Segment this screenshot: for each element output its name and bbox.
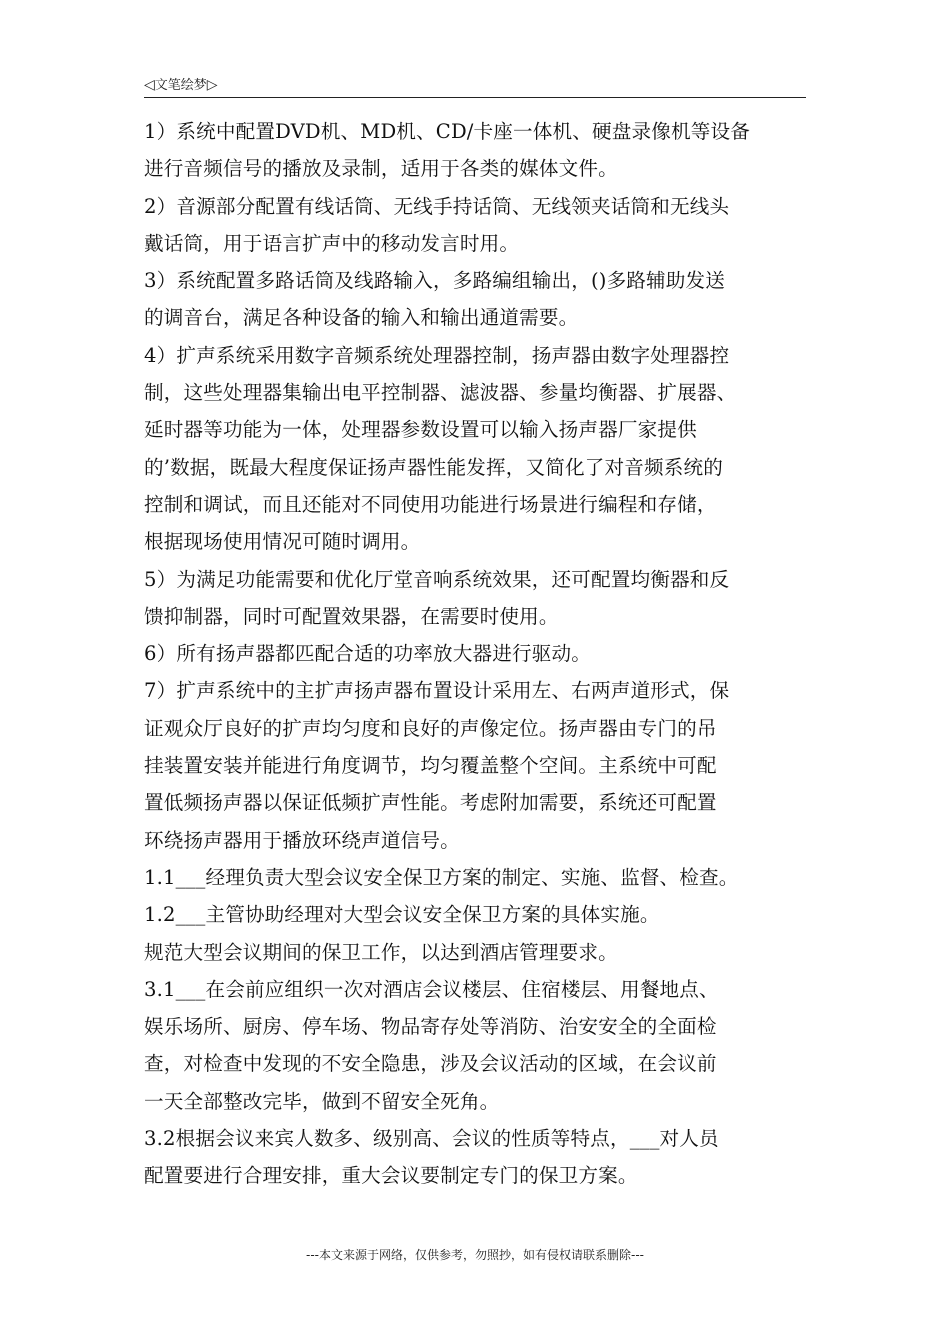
body-text-line: 挂装置安装并能进行角度调节，均匀覆盖整个空间。主系统中可配 (144, 754, 717, 778)
body-text-line: 7）扩声系统中的主扩声扬声器布置设计采用左、右两声道形式，保 (144, 679, 730, 703)
body-text-line: 的调音台，满足各种设备的输入和输出通道需要。 (144, 306, 579, 330)
body-text-line: 3.1___在会前应组织一次对酒店会议楼层、住宿楼层、用餐地点、 (144, 977, 719, 1001)
body-text-line: 根据现场使用情况可随时调用。 (144, 530, 421, 554)
body-text-line: 2）音源部分配置有线话筒、无线手持话筒、无线领夹话筒和无线头 (144, 194, 730, 218)
document-body (144, 113, 806, 1195)
body-text-line: 控制和调试，而且还能对不同使用功能进行场景进行编程和存储， (144, 492, 717, 516)
body-text-line: 1.1___经理负责大型会议安全保卫方案的制定、实施、监督、检查。 (144, 865, 739, 889)
body-text-line: 制，这些处理器集输出电平控制器、滤波器、参量均衡器、扩展器、 (144, 381, 737, 405)
body-text-line: 置低频扬声器以保证低频扩声性能。考虑附加需要，系统还可配置 (144, 791, 717, 815)
body-text-line: 配置要进行合理安排，重大会议要制定专门的保卫方案。 (144, 1164, 638, 1188)
body-text-line: 一天全部整改完毕，做到不留安全死角。 (144, 1089, 500, 1113)
body-text-line: 5）为满足功能需要和优化厅堂音响系统效果，还可配置均衡器和反 (144, 567, 730, 591)
body-text-line: 戴话筒，用于语言扩声中的移动发言时用。 (144, 231, 520, 255)
body-text-line: 1.2___主管协助经理对大型会议安全保卫方案的具体实施。 (144, 903, 660, 927)
body-text-line: 进行音频信号的播放及录制，适用于各类的媒体文件。 (144, 157, 618, 181)
body-text-line: 6）所有扬声器都匹配合适的功率放大器进行驱动。 (144, 642, 591, 666)
footer-disclaimer: ---本文来源于网络，仅供参考，勿照抄，如有侵权请联系删除--- (306, 1248, 644, 1262)
body-text-line: 环绕扬声器用于播放环绕声道信号。 (144, 828, 460, 852)
body-text-line: 馈抑制器，同时可配置效果器，在需要时使用。 (144, 604, 559, 628)
body-text-line: 证观众厅良好的扩声均匀度和良好的声像定位。扬声器由专门的吊 (144, 716, 717, 740)
page-header (144, 74, 218, 96)
body-text-line: 娱乐场所、厨房、停车场、物品寄存处等消防、治安安全的全面检 (144, 1015, 717, 1039)
body-text-line: 查，对检查中发现的不安全隐患，涉及会议活动的区域，在会议前 (144, 1052, 717, 1076)
header-title: 文笔绘梦 (154, 78, 207, 93)
body-text-line: 1）系统中配置DVD机、MD机、CD/卡座一体机、硬盘录像机等设备 (144, 120, 750, 143)
right-triangle-icon: ▷ (206, 77, 218, 93)
body-text-line: 的’数据，既最大程度保证扬声器性能发挥，又简化了对音频系统的 (144, 455, 723, 479)
body-text-line: 3）系统配置多路话筒及线路输入，多路编组输出，()多路辅助发送 (144, 269, 726, 293)
body-text-line: 3.2根据会议来宾人数多、级别高、会议的性质等特点，___对人员 (144, 1127, 719, 1151)
left-triangle-icon: ◁ (144, 77, 155, 93)
header-divider (144, 97, 806, 98)
body-text-line: 延时器等功能为一体，处理器参数设置可以输入扬声器厂家提供 (144, 418, 697, 442)
body-text-line: 规范大型会议期间的保卫工作，以达到酒店管理要求。 (144, 940, 618, 964)
body-text-line: 4）扩声系统采用数字音频系统处理器控制，扬声器由数字处理器控 (144, 343, 730, 367)
